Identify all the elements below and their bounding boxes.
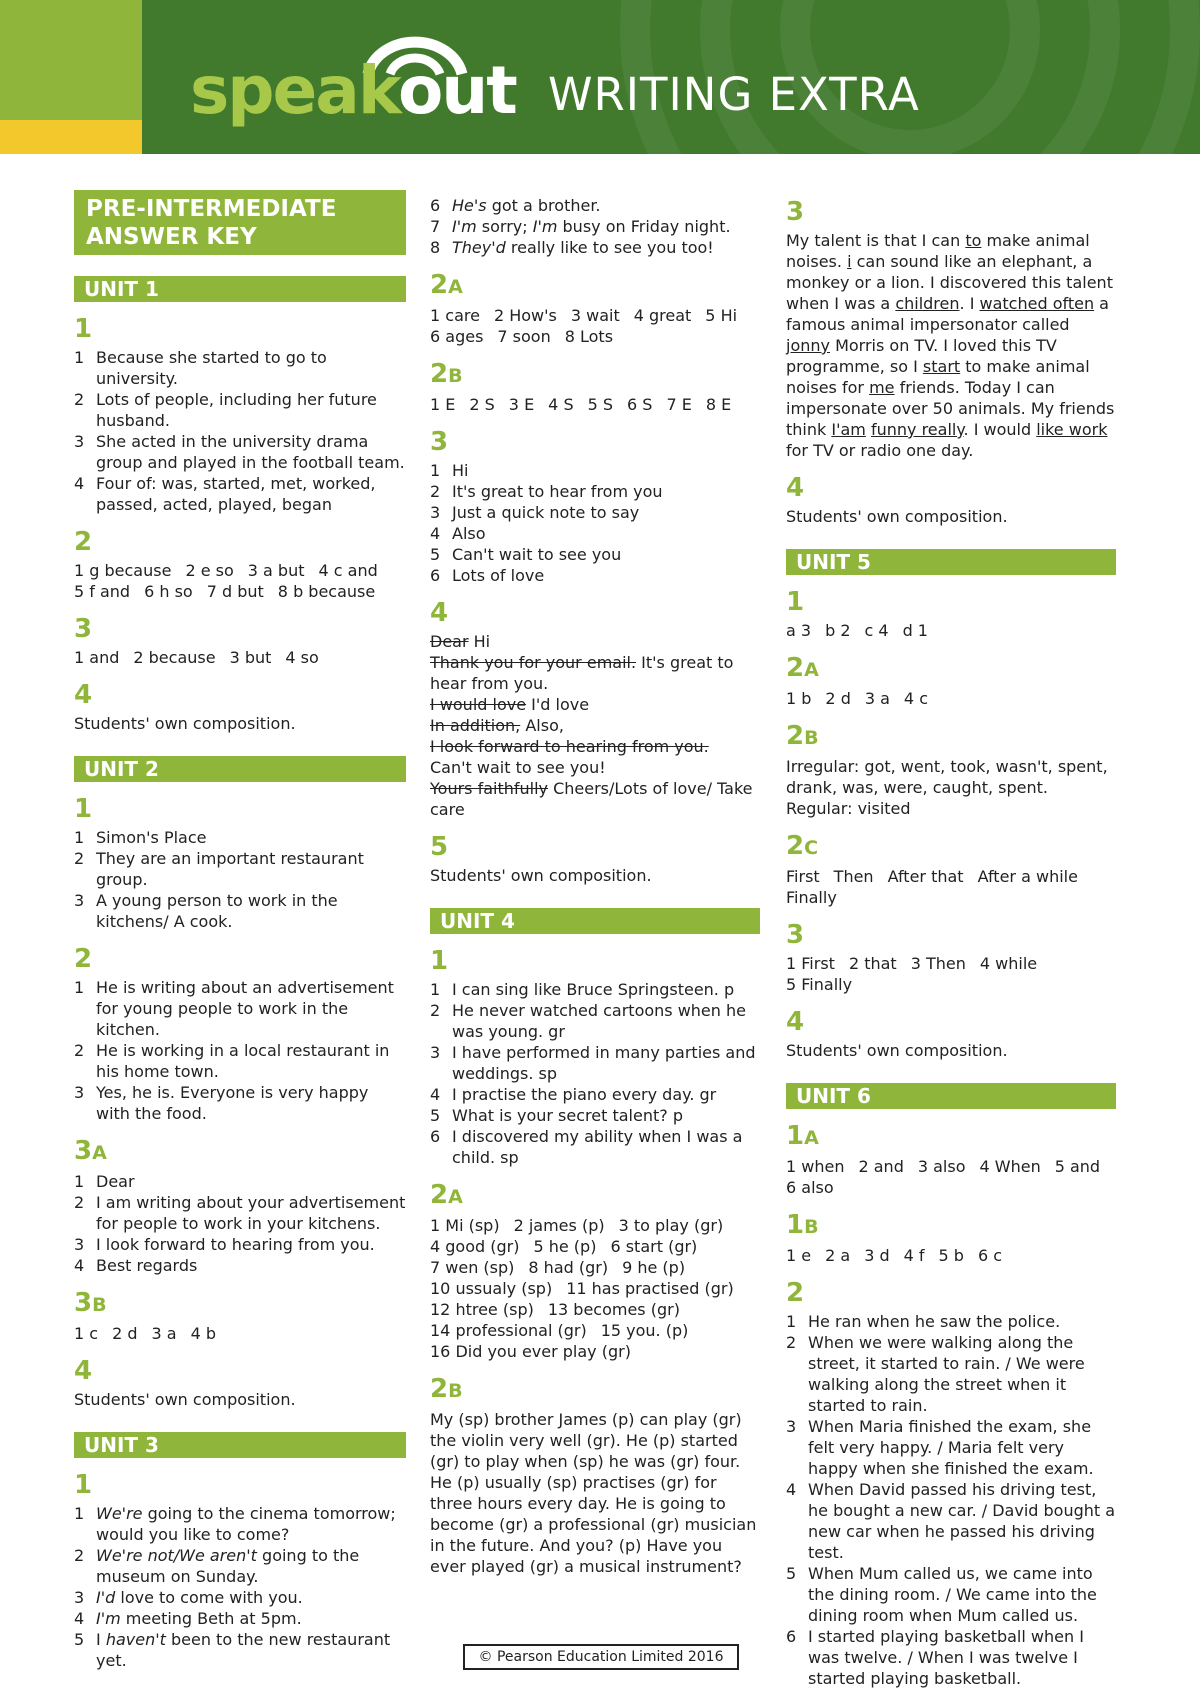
list-item: 3 Just a quick note to say — [430, 503, 640, 522]
unit-4-heading: UNIT 4 — [430, 908, 760, 934]
answer-text: Irregular: got, went, took, wasn't, spent, drank, was, were, caught, spent. — [786, 757, 1108, 797]
answer-row: a 3 b 2 c 4 d 1 — [786, 621, 928, 640]
answer-row: 16 Did you ever play (gr) — [430, 1342, 631, 1361]
exercise-number: 1A — [786, 1121, 819, 1151]
speakout-logo: speakout — [190, 52, 516, 129]
list-item: 1 Because she started to go to university. — [74, 348, 327, 388]
exercise-number: 1 — [430, 946, 449, 976]
exercise-number: 2 — [786, 1278, 805, 1308]
answer-row: 6 ages 7 soon 8 Lots — [430, 327, 614, 346]
list-item: 1 We're going to the cinema tomorrow; would you like to come? — [74, 1504, 396, 1544]
exercise-number: 1 — [74, 1470, 93, 1500]
list-item: 1 He is writing about an advertisement for young people to work in the kitchen. — [74, 978, 394, 1039]
exercise-number: 4 — [74, 680, 93, 710]
exercise-number: 1 — [74, 314, 93, 344]
answer-row: 1 g because 2 e so 3 a but 4 c and — [74, 561, 378, 580]
answer-text: Students' own composition. — [430, 866, 652, 885]
list-item: 1 Simon's Place — [74, 828, 207, 847]
answer-row: 1 care 2 How's 3 wait 4 great 5 Hi — [430, 306, 738, 325]
list-item: 2 It's great to hear from you — [430, 482, 663, 501]
list-item: 4 Also — [430, 524, 486, 543]
exercise-number: 2A — [430, 270, 463, 300]
answer-list — [74, 347, 406, 515]
header-green-block — [0, 0, 142, 122]
list-item: 3 I look forward to hearing from you. — [74, 1235, 375, 1254]
list-item: 2 I am writing about your advertisement for people to work in your kitchens. — [74, 1193, 406, 1233]
list-item: 2 When we were walking along the street, it started to rain. / We were walking along the street when it started to rain. — [786, 1333, 1085, 1415]
answer-row: 5 f and 6 h so 7 d but 8 b because — [74, 582, 376, 601]
answer-row: 1 e 2 a 3 d 4 f 5 b 6 c — [786, 1246, 1002, 1265]
list-item: 5 What is your secret talent? p — [430, 1106, 683, 1125]
exercise-number: 3 — [786, 920, 805, 950]
corrected-paragraph: My talent is that I can to make animal noises. i can sound like an elephant, a monkey or a lion. I discovered this talent when I was a children. I watched often a famous animal impersonator called jonny Morris on TV. I loved this TV programme, so I start to make animal noises for me friends. Today I can impersonate over 50 animals. My friends think I'am funny really. I would like work for TV or radio one day. — [786, 231, 1115, 460]
exercise-number: 4 — [430, 598, 449, 628]
answer-row: First Then After that After a while — [786, 867, 1078, 886]
exercise-number: 2A — [430, 1180, 463, 1210]
list-item: 3 When Maria finished the exam, she felt very happy. / Maria felt very happy when she finished the exam. — [786, 1417, 1094, 1478]
answer-text: Students' own composition. — [74, 714, 296, 733]
exercise-number: 3 — [430, 427, 449, 457]
list-item: 5 When Mum called us, we came into the dining room. / We came into the dining room when Mum called us. — [786, 1564, 1097, 1625]
list-item: 4 Best regards — [74, 1256, 198, 1275]
list-item: 8 They'd really like to see you too! — [430, 238, 714, 257]
answer-row: 7 wen (sp) 8 had (gr) 9 he (p) — [430, 1258, 686, 1277]
list-item: 1 He ran when he saw the police. — [786, 1312, 1061, 1331]
exercise-number: 2B — [430, 1374, 463, 1404]
unit-1-heading: UNIT 1 — [74, 276, 406, 302]
exercise-number: 1 — [786, 587, 805, 617]
list-item: 5 I haven't been to the new restaurant yet. — [74, 1630, 391, 1670]
list-item: 4 When David passed his driving test, he bought a new car. / David bought a new car when he passed his driving test. — [786, 1480, 1116, 1562]
exercise-number: 2B — [430, 359, 463, 389]
list-item: 3 Yes, he is. Everyone is very happy with the food. — [74, 1083, 369, 1123]
list-item: 2 Lots of people, including her future husband. — [74, 390, 377, 430]
answer-row: 1 when 2 and 3 also 4 When 5 and — [786, 1157, 1101, 1176]
answer-row: 6 also — [786, 1178, 834, 1197]
list-item: 1 I can sing like Bruce Springsteen. p — [430, 980, 735, 999]
answer-row: 1 First 2 that 3 Then 4 while — [786, 954, 1038, 973]
exercise-number: 5 — [430, 832, 449, 862]
answer-row: 14 professional (gr) 15 you. (p) — [430, 1321, 689, 1340]
corrected-email: Dear Hi Thank you for your email. It's great to hear from you. I would love I'd love In addition, Also, I look forward to hearing from you. Can't wait to see you! Yours faithfully Cheers/Lots of love/ Take care — [430, 632, 753, 819]
list-item: 2 He is working in a local restaurant in his home town. — [74, 1041, 390, 1081]
list-item: 2 We're not/We aren't going to the museum on Sunday. — [74, 1546, 360, 1586]
answer-row: 1 and 2 because 3 but 4 so — [74, 648, 319, 667]
list-item: 6 I discovered my ability when I was a child. sp — [430, 1127, 743, 1167]
column-3 — [786, 195, 1116, 1689]
answer-row: 1 c 2 d 3 a 4 b — [74, 1324, 216, 1343]
header-title: WRITING EXTRA — [548, 68, 920, 121]
list-item: 3 A young person to work in the kitchens/ A cook. — [74, 891, 338, 931]
answer-row: 4 good (gr) 5 he (p) 6 start (gr) — [430, 1237, 698, 1256]
exercise-number: 1B — [786, 1210, 819, 1240]
column-1 — [74, 190, 406, 1671]
unit-2-heading: UNIT 2 — [74, 756, 406, 782]
column-2 — [430, 195, 760, 1577]
copyright-notice: © Pearson Education Limited 2016 — [463, 1644, 739, 1670]
answer-text: Students' own composition. — [786, 1041, 1008, 1060]
exercise-number: 3A — [74, 1136, 107, 1166]
list-item: 3 I'd love to come with you. — [74, 1588, 303, 1607]
answer-row: 5 Finally — [786, 975, 853, 994]
list-item: 4 I'm meeting Beth at 5pm. — [74, 1609, 302, 1628]
exercise-number: 1 — [74, 794, 93, 824]
answer-text: Students' own composition. — [74, 1390, 296, 1409]
answer-text: Regular: visited — [786, 799, 911, 818]
exercise-number: 3B — [74, 1288, 107, 1318]
header-band — [0, 0, 1200, 154]
list-item: 6 Lots of love — [430, 566, 545, 585]
answer-row: 1 b 2 d 3 a 4 c — [786, 689, 928, 708]
list-item: 4 Four of: was, started, met, worked, passed, acted, played, began — [74, 474, 376, 514]
answer-paragraph: My (sp) brother James (p) can play (gr) the violin very well (gr). He (p) started (gr) to play when (sp) he was (gr) four. He (p) usually (sp) practises (gr) for three hours every day. He is going to become (gr) a professional (gr) musician in the future. And you? (p) Have you ever played (gr) a musical instrument? — [430, 1410, 757, 1576]
answer-text: Students' own composition. — [786, 507, 1008, 526]
exercise-number: 2B — [786, 721, 819, 751]
answer-row: 10 ussualy (sp) 11 has practised (gr) — [430, 1279, 734, 1298]
exercise-number: 3 — [74, 614, 93, 644]
unit-5-heading: UNIT 5 — [786, 549, 1116, 575]
list-item: 2 They are an important restaurant group. — [74, 849, 364, 889]
list-item: 1 Hi — [430, 461, 469, 480]
unit-3-heading: UNIT 3 — [74, 1432, 406, 1458]
list-item: 3 I have performed in many parties and weddings. sp — [430, 1043, 756, 1083]
list-item: 4 I practise the piano every day. gr — [430, 1085, 717, 1104]
answer-row: 1 E 2 S 3 E 4 S 5 S 6 S 7 E 8 E — [430, 395, 732, 414]
exercise-number: 2C — [786, 831, 819, 861]
list-item: 1 Dear — [74, 1172, 135, 1191]
answer-row: Finally — [786, 888, 837, 907]
exercise-number: 4 — [786, 473, 805, 503]
header-yellow-strip — [0, 120, 142, 154]
exercise-number: 4 — [74, 1356, 93, 1386]
answer-row: 1 Mi (sp) 2 james (p) 3 to play (gr) — [430, 1216, 724, 1235]
list-item: 7 I'm sorry; I'm busy on Friday night. — [430, 217, 731, 236]
list-item: 6 I started playing basketball when I was twelve. / When I was twelve I started playing basketball. — [786, 1627, 1084, 1688]
exercise-number: 3 — [786, 197, 805, 227]
list-item: 5 Can't wait to see you — [430, 545, 622, 564]
answer-key-title: PRE-INTERMEDIATE ANSWER KEY — [74, 190, 406, 255]
list-item: 6 He's got a brother. — [430, 196, 601, 215]
exercise-number: 4 — [786, 1007, 805, 1037]
exercise-number: 2 — [74, 527, 93, 557]
list-item: 2 He never watched cartoons when he was young. gr — [430, 1001, 746, 1041]
exercise-number: 2 — [74, 944, 93, 974]
unit-6-heading: UNIT 6 — [786, 1083, 1116, 1109]
list-item: 3 She acted in the university drama group and played in the football team. — [74, 432, 405, 472]
answer-row: 12 htree (sp) 13 becomes (gr) — [430, 1300, 680, 1319]
exercise-number: 2A — [786, 653, 819, 683]
